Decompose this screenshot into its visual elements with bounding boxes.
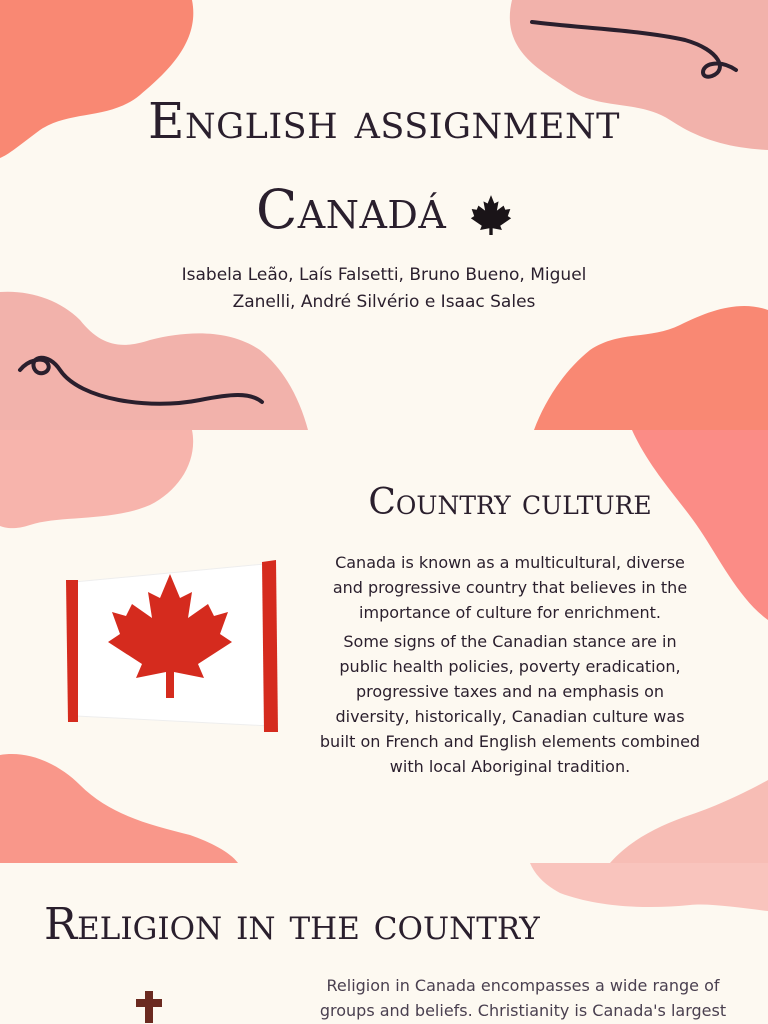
- section-heading: Country culture: [368, 482, 652, 523]
- section-heading: Religion in the country: [44, 899, 540, 950]
- canada-flag-icon: [64, 556, 278, 734]
- culture-paragraph-1: Canada is known as a multicultural, diverse and progressive country that believes in the importance of culture for enrichment.: [332, 553, 688, 622]
- authors-line-1: Isabela Leão, Laís Falsetti, Bruno Bueno, Miguel: [181, 265, 587, 285]
- country-name: Canadá: [255, 178, 447, 241]
- title-slide: [0, 0, 768, 430]
- religion-paragraph: Religion in Canada encompasses a wide range of groups and beliefs. Christianity is Canada's largest: [319, 976, 727, 1020]
- culture-paragraph-2: Some signs of the Canadian stance are in public health policies, poverty eradication, progressive taxes and na emphasis on diversity, historically, Canadian culture was built on French and English elements combined with local Aboriginal tradition.: [319, 632, 701, 776]
- authors: [120, 262, 648, 316]
- religion-slide: [0, 863, 768, 1024]
- authors-line-2: Zanelli, André Silvério e Isaac Sales: [232, 292, 536, 312]
- culture-slide: [0, 430, 768, 863]
- culture-text: [318, 550, 702, 783]
- cross-icon: [134, 991, 164, 1023]
- country-title: [0, 178, 768, 241]
- page-title: English assignment: [148, 92, 620, 150]
- maple-leaf-icon: [470, 192, 512, 236]
